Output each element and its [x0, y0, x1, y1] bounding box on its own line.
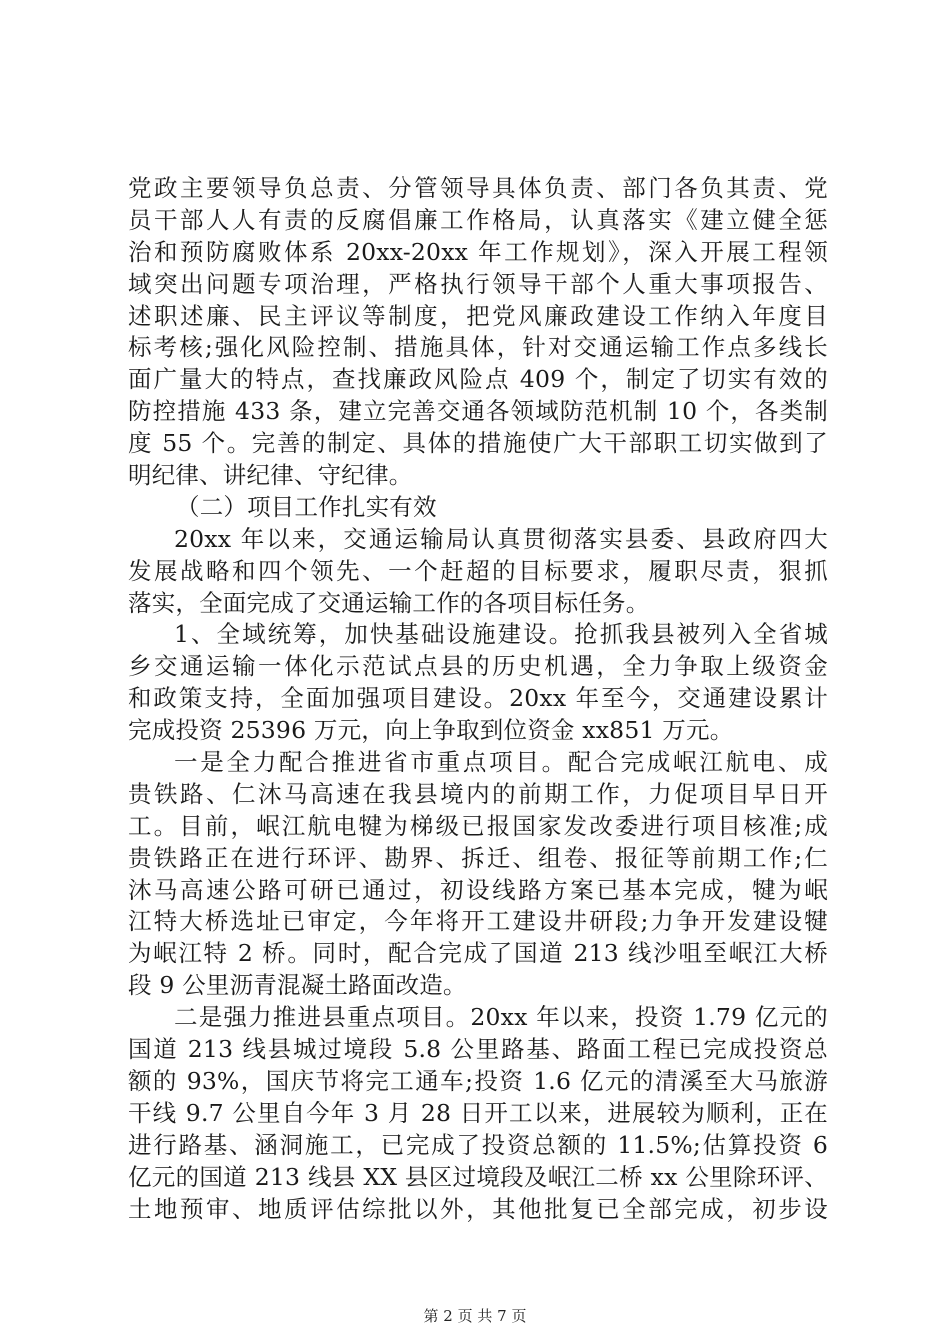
text-line: 完成投资 25396 万元，向上争取到位资金 xx851 万元。 [128, 716, 734, 745]
paragraph-first-line: 1、全域统筹，加快基础设施建设。抢抓我县被列入全省城 [174, 620, 828, 649]
paragraph-first-line: 20xx 年以来，交通运输局认真贯彻落实县委、县政府四大 [174, 524, 828, 553]
text-line: 江特大桥选址已审定，今年将开工建设井研段;力争开发建设犍 [128, 907, 828, 936]
paragraph-first-line: 二是强力推进县重点项目。20xx 年以来，投资 1.79 亿元的 [174, 1003, 828, 1032]
text-line: 员干部人人有责的反腐倡廉工作格局，认真落实《建立健全惩 [128, 205, 828, 234]
text-line: 工。目前，岷江航电犍为梯级已报国家发改委进行项目核准;成 [128, 811, 828, 840]
text-line: 国道 213 线县城过境段 5.8 公里路基、路面工程已完成投资总 [128, 1035, 828, 1064]
text-line: 亿元的国道 213 线县 XX 县区过境段及岷江二桥 xx 公里除环评、 [128, 1162, 828, 1191]
section-heading: （二）项目工作扎实有效 [176, 492, 437, 521]
text-line: 域突出问题专项治理，严格执行领导干部个人重大事项报告、 [128, 269, 828, 298]
text-line: 治和预防腐败体系 20xx-20xx 年工作规划》，深入开展工程领 [128, 237, 828, 266]
text-line: 防控措施 433 条，建立完善交通各领域防范机制 10 个，各类制 [128, 397, 828, 426]
text-line: 和政策支持，全面加强项目建设。20xx 年至今，交通建设累计 [128, 684, 828, 713]
text-line: 贵铁路、仁沐马高速在我县境内的前期工作，力促项目早日开 [128, 779, 828, 808]
text-line: 面广量大的特点，查找廉政风险点 409 个，制定了切实有效的 [128, 365, 828, 394]
text-line: 土地预审、地质评估综批以外，其他批复已全部完成，初步设 [128, 1194, 828, 1223]
text-line: 明纪律、讲纪律、守纪律。 [128, 461, 413, 490]
text-line: 沐马高速公路可研已通过，初设线路方案已基本完成，犍为岷 [128, 875, 828, 904]
text-line: 党政主要领导负总责、分管领导具体负责、部门各负其责、党 [128, 174, 828, 202]
paragraph-first-line: 一是全力配合推进省市重点项目。配合完成岷江航电、成 [174, 748, 828, 777]
document-body [128, 173, 828, 1225]
text-line: 乡交通运输一体化示范试点县的历史机遇，全力争取上级资金 [128, 652, 828, 681]
text-line: 段 9 公里沥青混凝土路面改造。 [128, 971, 467, 1000]
text-line: 度 55 个。完善的制定、具体的措施使广大干部职工切实做到了 [128, 429, 828, 458]
page-footer: 第 2 页 共 7 页 [423, 1307, 527, 1325]
text-line: 述职述廉、民主评议等制度，把党风廉政建设工作纳入年度目 [128, 301, 828, 330]
text-line: 进行路基、涵洞施工，已完成了投资总额的 11.5%;估算投资 6 [128, 1130, 828, 1159]
text-line: 为岷江特 2 桥。同时，配合完成了国道 213 线沙咀至岷江大桥 [128, 939, 828, 968]
text-line: 贵铁路正在进行环评、勘界、拆迁、组卷、报征等前期工作;仁 [128, 843, 828, 872]
text-line: 落实，全面完成了交通运输工作的各项目标任务。 [128, 588, 650, 617]
text-line: 干线 9.7 公里自今年 3 月 28 日开工以来，进展较为顺利，正在 [128, 1098, 828, 1127]
text-line: 发展战略和四个领先、一个赶超的目标要求，履职尽责，狠抓 [128, 556, 828, 585]
text-line: 标考核;强化风险控制、措施具体，针对交通运输工作点多线长 [128, 333, 828, 362]
text-line: 额的 93%，国庆节将完工通车;投资 1.6 亿元的清溪至大马旅游 [128, 1066, 828, 1095]
